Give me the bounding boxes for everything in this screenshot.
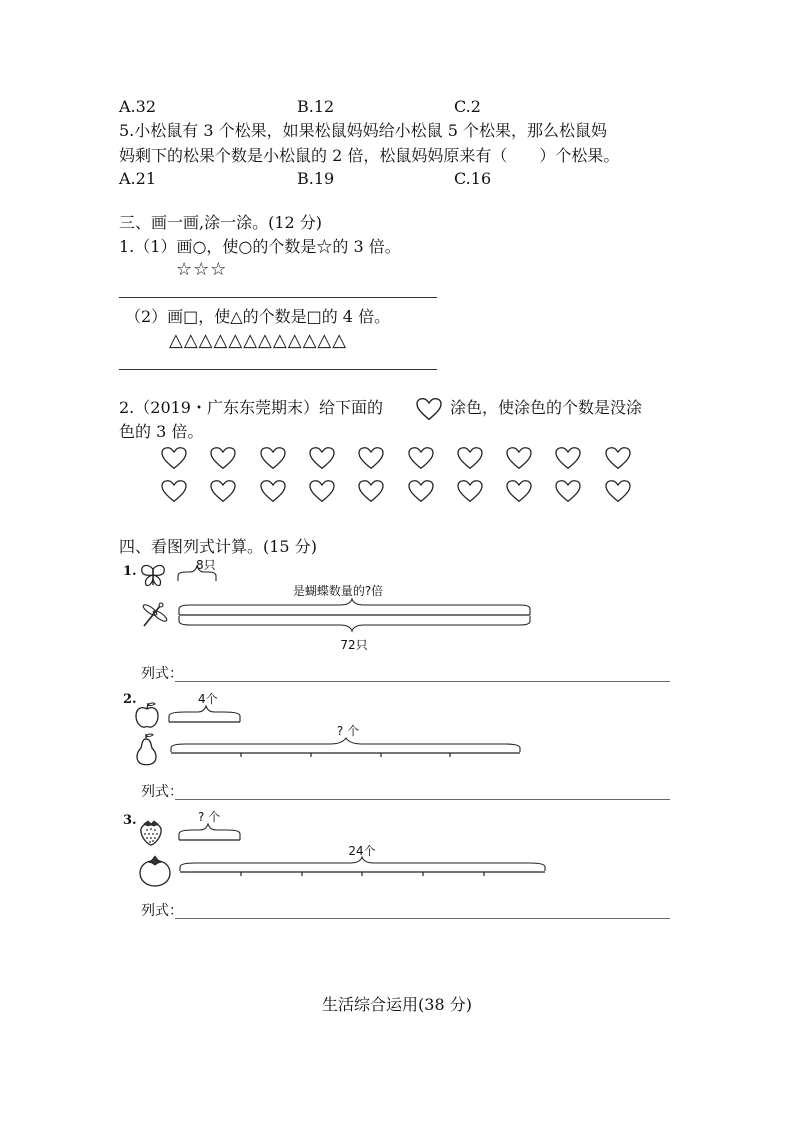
q4-option-b: B.12: [297, 97, 335, 116]
q5-option-b: B.19: [297, 169, 335, 188]
triangles-row: △△△△△△△△△△△△: [169, 330, 348, 351]
p3-answer-line[interactable]: [175, 918, 670, 919]
section3-heading: 三、画一画,涂一涂。(12 分): [119, 213, 323, 232]
p3-answer-label: 列式：: [141, 903, 183, 919]
section3-q2-line1-b: 涂色，使涂色的个数是没涂: [450, 398, 643, 417]
p2-question-label: ? 个: [336, 724, 360, 738]
p1-number: 1.: [123, 564, 137, 579]
p1-answer-label: 列式：: [141, 666, 183, 682]
section3-q2-line2: 色的 3 倍。: [119, 422, 204, 441]
q5-option-c: C.16: [454, 169, 492, 188]
q4-option-a: A.32: [119, 97, 156, 116]
q5-option-a: A.21: [119, 169, 156, 188]
q5-line1: 5.小松鼠有 3 个松果，如果松鼠妈妈给小松鼠 5 个松果，那么松鼠妈: [119, 121, 607, 140]
section3-q2-line1-a: 2.（2019・广东东莞期末）给下面的: [119, 398, 383, 417]
p1-question-label: 是蝴蝶数量的?倍: [292, 584, 384, 598]
p3-top-label: ? 个: [198, 810, 221, 824]
stars-row: ☆☆☆: [176, 259, 228, 280]
p2-top-label: 4个: [198, 692, 218, 706]
p1-top-label: 8只: [196, 558, 216, 572]
section-title-life: 生活综合运用(38 分): [322, 995, 472, 1014]
q4-option-c: C.2: [454, 97, 481, 116]
section3-q1-1: 1.（1）画○，使○的个数是☆的 3 倍。: [119, 237, 401, 256]
p2-number: 2.: [123, 692, 137, 707]
p2-answer-label: 列式：: [141, 784, 183, 800]
p3-number: 3.: [123, 813, 137, 828]
p3-total-label: 24个: [348, 844, 376, 858]
q5-line2: 妈剩下的松果个数是小松鼠的 2 倍，松鼠妈妈原来有（ ）个松果。: [119, 146, 620, 165]
section3-q1-2: （2）画□，使△的个数是□的 4 倍。: [125, 307, 391, 326]
p1-bottom-label: 72只: [340, 638, 368, 652]
section4-heading: 四、看图列式计算。(15 分): [119, 537, 317, 556]
